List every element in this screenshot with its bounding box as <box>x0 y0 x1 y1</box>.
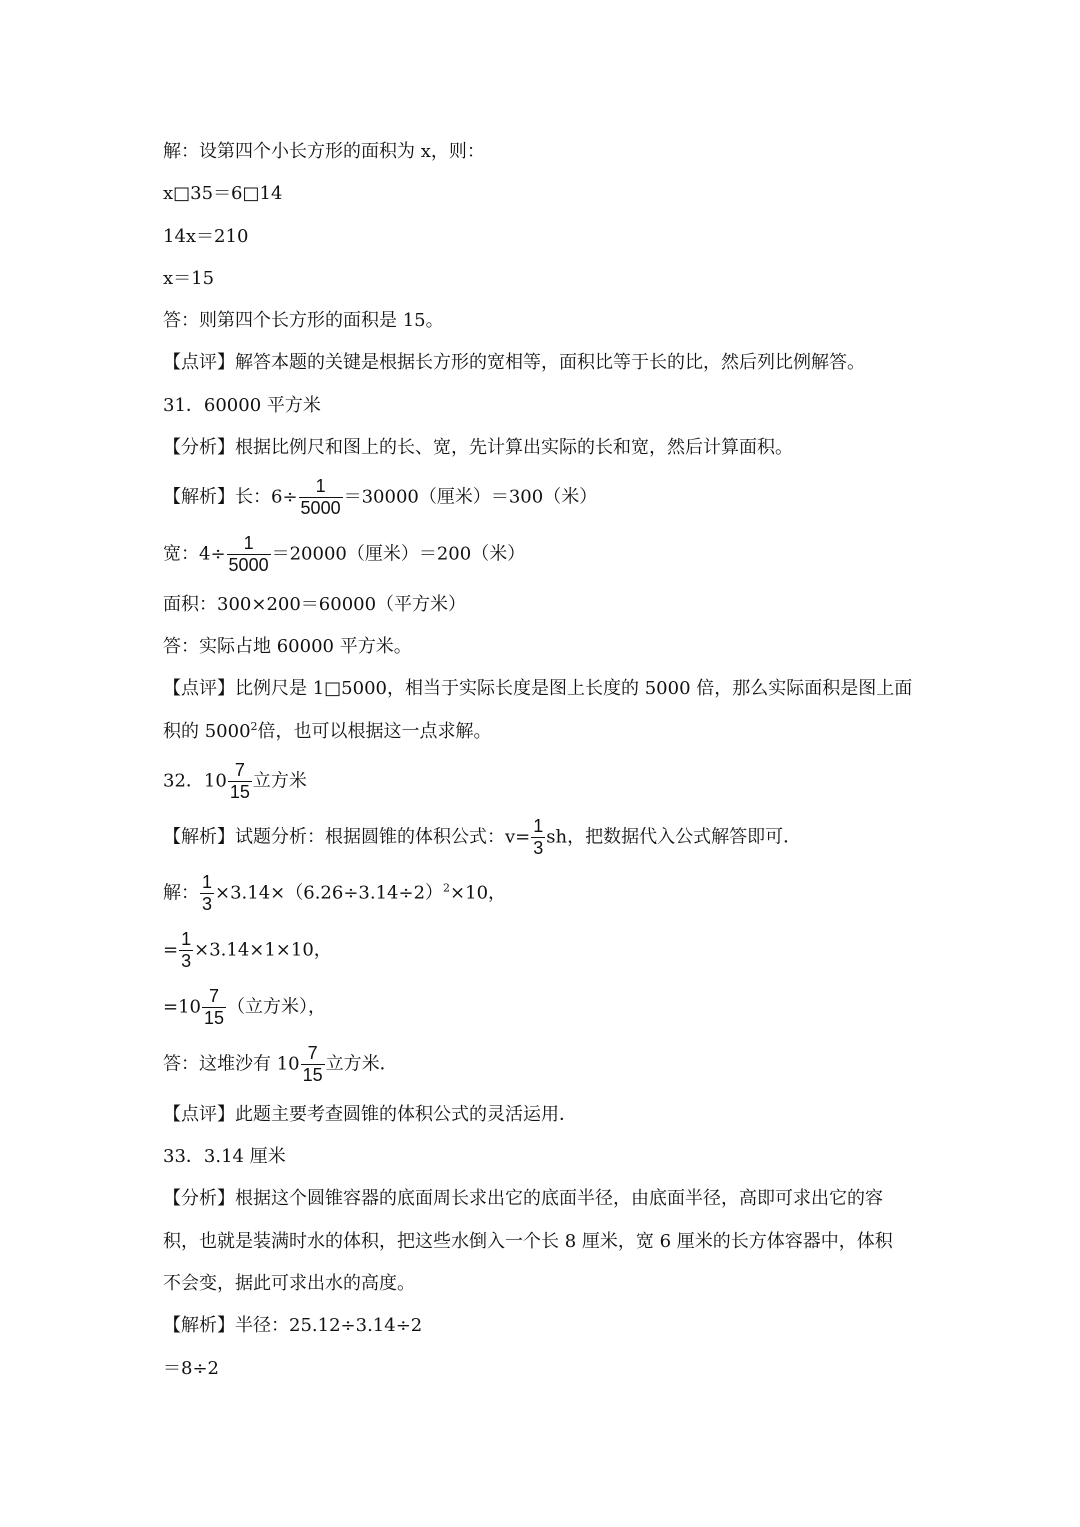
text-segment: 【解析】长：6÷ <box>163 486 298 508</box>
text-segment: ×3.14×（6.26÷3.14÷2） <box>215 882 444 904</box>
fraction-numerator: 7 <box>234 760 245 780</box>
text-segment: 答：这堆沙有 10 <box>163 1053 300 1075</box>
text-segment: 积的 5000 <box>163 721 251 742</box>
fraction-numerator: 1 <box>243 533 254 553</box>
fraction-numerator: 1 <box>533 816 544 836</box>
text-segment: 解： <box>163 882 199 904</box>
analysis-line: 【分析】根据比例尺和图上的长、宽，先计算出实际的长和宽，然后计算面积。 <box>163 437 793 458</box>
text-segment: （立方米）， <box>227 996 327 1018</box>
fraction-numerator: 1 <box>181 929 192 949</box>
fraction <box>200 872 214 915</box>
answer-line: 答：则第四个长方形的面积是 15。 <box>163 310 444 331</box>
answer-line: 答：实际占地 60000 平方米。 <box>163 636 412 657</box>
solution-line: 解：设第四个小长方形的面积为 x，则： <box>163 141 485 162</box>
comment-line: 【点评】比例尺是 1□5000，相当于实际长度是图上长度的 5000 倍，那么实际面积是图上面 <box>163 678 913 699</box>
text-segment: ＝30000（厘米）＝300（米） <box>343 486 598 508</box>
fraction-denominator: 3 <box>533 838 544 858</box>
equation-line: 14x＝210 <box>163 226 249 247</box>
text-segment: 宽：4÷ <box>163 543 226 565</box>
fraction-numerator: 1 <box>202 872 213 892</box>
text-segment: 倍，也可以根据这一点求解。 <box>257 721 492 742</box>
question-heading: 33．3.14 厘米 <box>163 1146 286 1167</box>
question-heading <box>163 760 307 803</box>
text-segment: =10 <box>163 996 201 1018</box>
fraction <box>228 760 252 803</box>
question-heading: 31．60000 平方米 <box>163 395 321 416</box>
comment-line: 【点评】此题主要考查圆锥的体积公式的灵活运用． <box>163 1104 577 1125</box>
fraction-denominator: 5000 <box>300 498 341 518</box>
text-segment: = <box>163 939 179 961</box>
comment-line <box>163 720 492 744</box>
solution-line <box>163 929 332 972</box>
text-segment: ＝20000（厘米）＝200（米） <box>271 543 526 565</box>
text-segment: 【解析】试题分析：根据圆锥的体积公式：v= <box>163 826 531 848</box>
superscript: 2 <box>250 720 258 733</box>
fraction-denominator: 3 <box>181 951 192 971</box>
comment-line: 【点评】解答本题的关键是根据长方形的宽相等，面积比等于长的比，然后列比例解答。 <box>163 352 865 373</box>
fraction <box>299 476 343 519</box>
fraction <box>202 986 226 1029</box>
superscript: 2 <box>443 881 451 895</box>
fraction-numerator: 7 <box>307 1043 318 1063</box>
fraction-denominator: 15 <box>302 1065 323 1085</box>
fraction <box>179 929 193 972</box>
fraction-numerator: 7 <box>209 986 220 1006</box>
solution-line: ＝8÷2 <box>163 1358 219 1379</box>
fraction <box>301 1043 325 1086</box>
text-segment: 32．10 <box>163 770 227 792</box>
analysis-line: 积，也就是装满时水的体积，把这些水倒入一个长 8 厘米，宽 6 厘米的长方体容器中，体积 <box>163 1231 893 1252</box>
answer-line <box>163 1043 398 1086</box>
solution-line <box>163 816 801 859</box>
text-segment: 立方米． <box>325 1053 398 1075</box>
solution-line <box>163 872 506 915</box>
text-segment: ×10， <box>450 882 507 904</box>
text-segment: ×3.14×1×10， <box>194 939 332 961</box>
text-segment: 立方米 <box>252 770 307 792</box>
solution-line <box>163 986 326 1029</box>
fraction-denominator: 3 <box>202 894 213 914</box>
equation-line: x＝15 <box>163 268 215 289</box>
fraction-denominator: 5000 <box>228 555 269 575</box>
fraction <box>227 533 271 576</box>
solution-line <box>163 476 597 519</box>
fraction-denominator: 15 <box>204 1008 225 1028</box>
solution-line: 面积：300×200＝60000（平方米） <box>163 594 467 615</box>
fraction <box>531 816 545 859</box>
solution-line: 【解析】半径：25.12÷3.14÷2 <box>163 1315 423 1336</box>
analysis-line: 【分析】根据这个圆锥容器的底面周长求出它的底面半径，由底面半径，高即可求出它的容 <box>163 1188 883 1209</box>
analysis-line: 不会变，据此可求出水的高度。 <box>163 1273 415 1294</box>
text-segment: sh，把数据代入公式解答即可． <box>546 826 802 848</box>
fraction-denominator: 15 <box>229 782 250 802</box>
equation-line: x□35＝6□14 <box>163 183 283 204</box>
fraction-numerator: 1 <box>315 476 326 496</box>
solution-line <box>163 533 525 576</box>
